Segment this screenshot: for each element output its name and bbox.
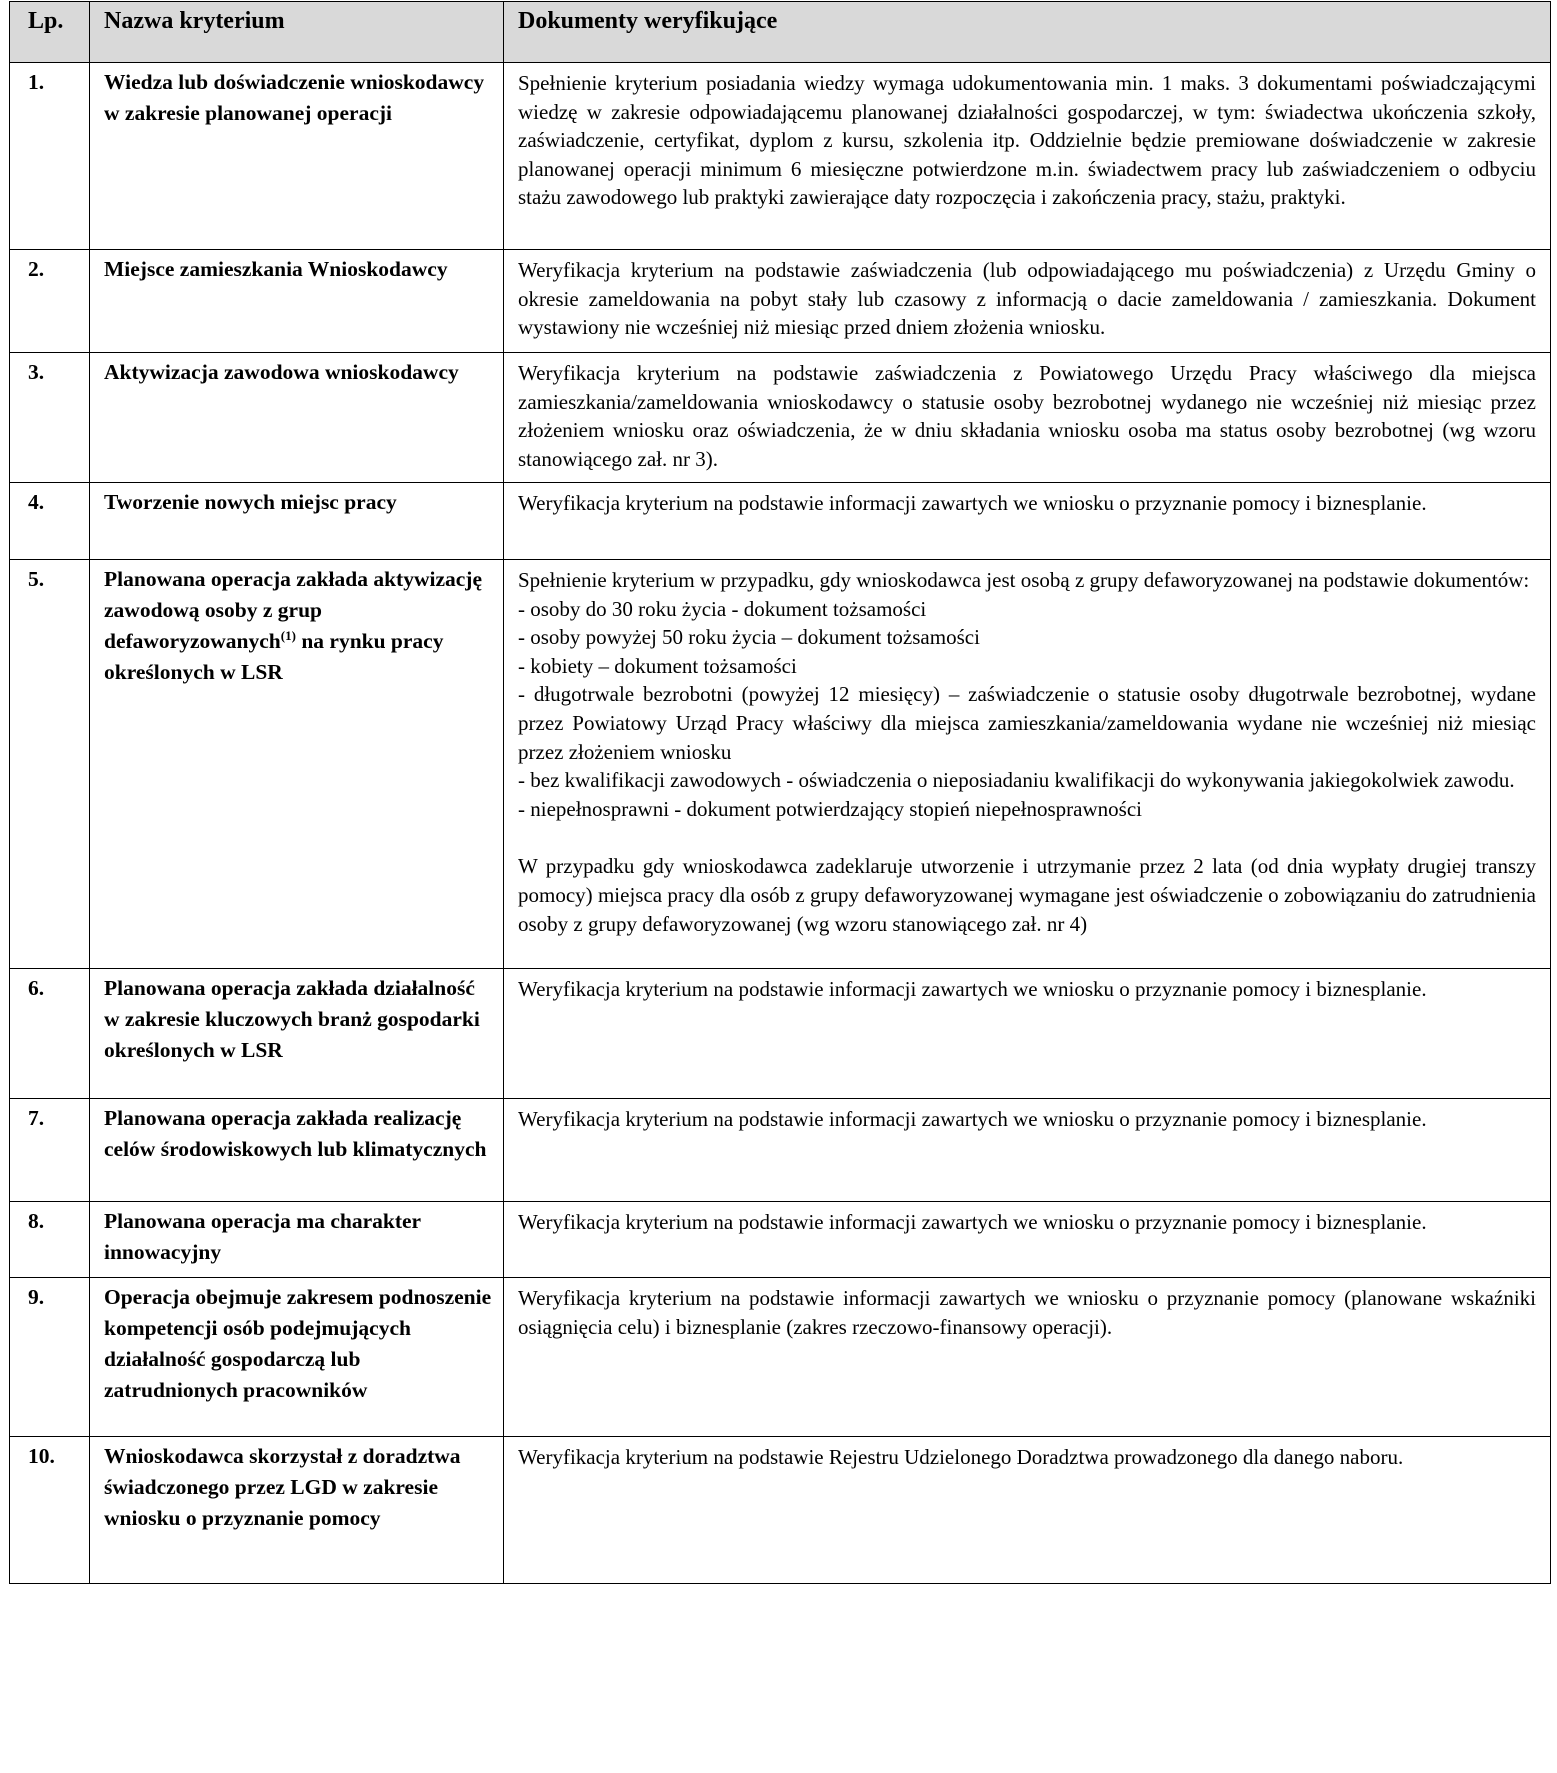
table-row xyxy=(10,1437,1551,1584)
doc-paragraph: W przypadku gdy wnioskodawca zadeklaruje utworzenie i utrzymanie przez 2 lata (od dnia wypłaty drugiej transzy pomocy) miejsca pracy dla osób z grupy defaworyzowanej wymagane jest oświadczenie o zobowiązaniu do zatrudnienia osoby z grupy defaworyzowanej (wg wzoru stanowiącego zał. nr 4) xyxy=(518,854,1536,936)
cell-documents xyxy=(504,353,1551,483)
cell-documents xyxy=(504,1202,1551,1278)
cell-documents xyxy=(504,560,1551,969)
cell-number: 5. xyxy=(10,560,90,969)
table-row xyxy=(10,63,1551,250)
doc-paragraph: Weryfikacja kryterium na podstawie Rejestru Udzielonego Doradztwa prowadzonego dla danego naboru. xyxy=(518,1445,1404,1469)
doc-paragraph: Weryfikacja kryterium na podstawie informacji zawartych we wniosku o przyznanie pomocy i biznesplanie. xyxy=(518,977,1427,1001)
cell-criterion-name: Aktywizacja zawodowa wnioskodawcy xyxy=(90,353,504,483)
table-row xyxy=(10,1099,1551,1202)
table-row xyxy=(10,560,1551,969)
cell-documents xyxy=(504,483,1551,560)
doc-list-item: - kobiety – dokument tożsamości xyxy=(518,653,797,678)
cell-number: 1. xyxy=(10,63,90,250)
cell-documents xyxy=(504,63,1551,250)
doc-paragraph: Weryfikacja kryterium na podstawie informacji zawartych we wniosku o przyznanie pomocy (planowane wskaźniki osiągnięcia celu) i biznesplanie (zakres rzeczowo-finansowy operacji). xyxy=(518,1286,1536,1339)
paragraph-spacer xyxy=(518,823,1536,852)
cell-criterion-name: Miejsce zamieszkania Wnioskodawcy xyxy=(90,250,504,353)
table-row xyxy=(10,1202,1551,1278)
doc-paragraph: Spełnienie kryterium posiadania wiedzy wymaga udokumentowania min. 1 maks. 3 dokumentami poświadczającymi wiedzę w zakresie odpowiadającemu planowanej działalności gospodarczej, w tym: świadectwa ukończenia szkoły, zaświadczenie, certyfikat, dyplom z kursu, szkolenia itp. Oddzielnie będzie premiowane doświadczenie w zakresie planowanej operacji minimum 6 miesięczne potwierdzone m.in. świadectwem pracy lub zaświadczeniem o odbyciu stażu zawodowego lub praktyki zawierające daty rozpoczęcia i zakończenia pracy, stażu, praktyki. xyxy=(518,71,1536,210)
table-row xyxy=(10,1278,1551,1437)
doc-list-item: - osoby do 30 roku życia - dokument tożsamości xyxy=(518,596,927,621)
doc-paragraph: Weryfikacja kryterium na podstawie zaświadczenia (lub odpowiadającego mu poświadczenia) z Urzędu Gminy o okresie zameldowania na pobyt stały lub czasowy z informacją o dacie zameldowania / zamieszkania. Dokument wystawiony nie wcześniej niż miesiąc przed dniem złożenia wniosku. xyxy=(518,258,1536,340)
criteria-table xyxy=(9,1,1551,1584)
cell-number: 7. xyxy=(10,1099,90,1202)
cell-criterion-name: Planowana operacja ma charakter innowacyjny xyxy=(90,1202,504,1278)
cell-criterion-name: Tworzenie nowych miejsc pracy xyxy=(90,483,504,560)
cell-number: 3. xyxy=(10,353,90,483)
header-row xyxy=(10,2,1551,63)
doc-paragraph: Weryfikacja kryterium na podstawie zaświadczenia z Powiatowego Urzędu Pracy właściwego dla miejsca zamieszkania/zameldowania wnioskodawcy o statusie osoby bezrobotnej wydanego nie wcześniej niż miesiąc przez złożeniem wniosku oraz oświadczenia, że w dniu składania wniosku osoba ma status osoby bezrobotnej (wg wzoru stanowiącego zał. nr 3). xyxy=(518,361,1536,471)
cell-number: 9. xyxy=(10,1278,90,1437)
cell-criterion-name: Planowana operacja zakłada aktywizację zawodową osoby z grup defaworyzowanych$^{(1)}$ na rynku pracy określonych w LSR xyxy=(90,560,504,969)
cell-documents xyxy=(504,969,1551,1099)
cell-number: 10. xyxy=(10,1437,90,1584)
doc-paragraph: Weryfikacja kryterium na podstawie informacji zawartych we wniosku o przyznanie pomocy i biznesplanie. xyxy=(518,1210,1427,1234)
doc-list-item: - długotrwale bezrobotni (powyżej 12 miesięcy) – zaświadczenie o statusie osoby długotrwale bezrobotnej, wydane przez Powiatowy Urząd Pracy właściwy dla miejsca zamieszkania/zameldowania wydane nie wcześniej niż miesiąc przez złożeniem wniosku xyxy=(518,682,1536,764)
cell-criterion-name: Planowana operacja zakłada realizację celów środowiskowych lub klimatycznych xyxy=(90,1099,504,1202)
cell-criterion-name: Planowana operacja zakłada działalność w zakresie kluczowych branż gospodarki określonych w LSR xyxy=(90,969,504,1099)
cell-number: 8. xyxy=(10,1202,90,1278)
cell-documents xyxy=(504,1099,1551,1202)
table-row xyxy=(10,250,1551,353)
header-name: Nazwa kryterium xyxy=(90,2,504,63)
cell-number: 2. xyxy=(10,250,90,353)
doc-paragraph: Weryfikacja kryterium na podstawie informacji zawartych we wniosku o przyznanie pomocy i biznesplanie. xyxy=(518,1107,1427,1131)
cell-criterion-name: Wnioskodawca skorzystał z doradztwa świadczonego przez LGD w zakresie wniosku o przyznanie pomocy xyxy=(90,1437,504,1584)
doc-paragraph: Weryfikacja kryterium na podstawie informacji zawartych we wniosku o przyznanie pomocy i biznesplanie. xyxy=(518,491,1427,515)
table-row xyxy=(10,353,1551,483)
cell-documents xyxy=(504,250,1551,353)
cell-criterion-name: Wiedza lub doświadczenie wnioskodawcy w zakresie planowanej operacji xyxy=(90,63,504,250)
cell-documents xyxy=(504,1278,1551,1437)
doc-list-item: - niepełnosprawni - dokument potwierdzający stopień niepełnosprawności xyxy=(518,796,1142,821)
cell-number: 6. xyxy=(10,969,90,1099)
cell-documents xyxy=(504,1437,1551,1584)
doc-list-item: - osoby powyżej 50 roku życia – dokument tożsamości xyxy=(518,625,980,650)
cell-number: 4. xyxy=(10,483,90,560)
doc-paragraph: Spełnienie kryterium w przypadku, gdy wnioskodawca jest osobą z grupy defaworyzowanej na podstawie dokumentów: xyxy=(518,568,1530,592)
table-row xyxy=(10,969,1551,1099)
header-lp: Lp. xyxy=(10,2,90,63)
table-row xyxy=(10,483,1551,560)
footnote-marker: (1) xyxy=(280,627,296,643)
header-docs: Dokumenty weryfikujące xyxy=(504,2,1551,63)
doc-list-item: - bez kwalifikacji zawodowych - oświadczenia o nieposiadaniu kwalifikacji do wykonywania jakiegokolwiek zawodu. xyxy=(518,768,1515,793)
cell-criterion-name: Operacja obejmuje zakresem podnoszenie kompetencji osób podejmujących działalność gospodarczą lub zatrudnionych pracowników xyxy=(90,1278,504,1437)
